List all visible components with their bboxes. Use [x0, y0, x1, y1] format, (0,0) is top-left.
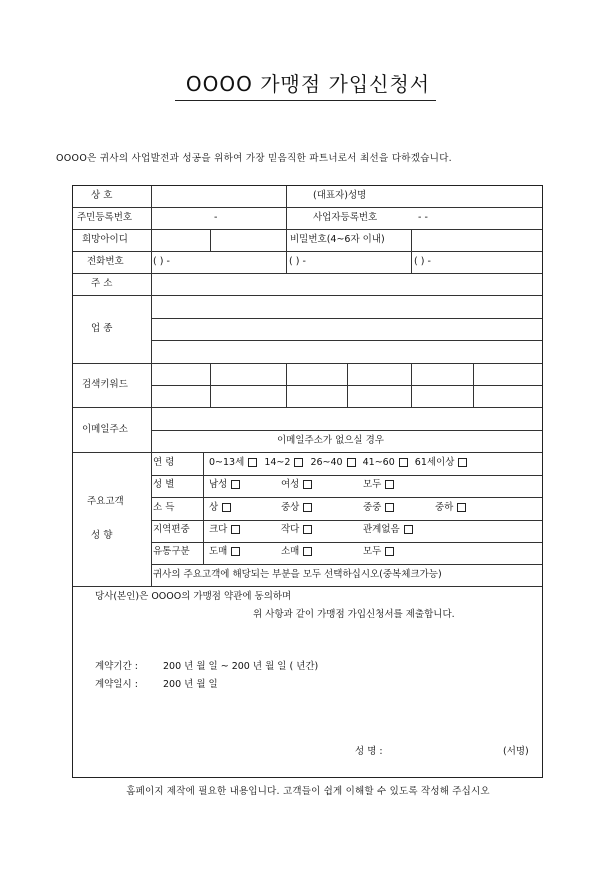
region-checkbox[interactable] [404, 525, 413, 534]
row-divider [73, 586, 542, 587]
row-divider [151, 564, 542, 565]
income-checkbox[interactable] [457, 503, 466, 512]
col-divider [210, 230, 211, 252]
tendency-label: 성 향 [91, 530, 113, 541]
representative-label: (대표자)성명 [313, 190, 367, 201]
col-divider [411, 230, 412, 252]
gender-option: 여성 [281, 479, 300, 490]
page-title: OOOO 가맹점 가입신청서 [185, 72, 431, 96]
col-divider [210, 363, 211, 408]
age-option: 0~13세 [209, 457, 245, 468]
signature-field[interactable]: (서명) [503, 746, 529, 757]
col-divider [473, 363, 474, 408]
col-divider [286, 363, 287, 408]
row-divider [151, 542, 542, 543]
main-customers-label: 주요고객 [87, 496, 124, 507]
phone-label: 전화번호 [87, 256, 124, 267]
age-option: 14~2 [264, 457, 291, 468]
footer-note: 홈페이지 제작에 필요한 내용입니다. 고객들이 쉽게 이해할 수 있도록 작성해 주십시오 [126, 786, 490, 797]
age-option: 61세이상 [414, 457, 455, 468]
col-divider [286, 186, 287, 208]
contract-date-label: 계약일시 : [95, 679, 138, 690]
gender-checkbox[interactable] [303, 480, 312, 489]
address-label: 주 소 [91, 278, 113, 289]
age-options [209, 457, 467, 469]
col-divider [411, 363, 412, 408]
region-option: 작다 [281, 524, 300, 535]
gender-option: 남성 [209, 479, 228, 490]
col-divider [286, 252, 287, 274]
row-divider [73, 295, 542, 296]
col-divider [286, 208, 287, 230]
region-checkbox[interactable] [231, 525, 240, 534]
row-divider [73, 273, 542, 274]
distribution-checkbox[interactable] [385, 547, 394, 556]
row-divider [151, 318, 542, 319]
contract-date-value[interactable]: 200 년 월 일 [163, 679, 218, 690]
row-divider [73, 363, 542, 364]
desired-id-label: 희망아이디 [82, 234, 128, 245]
intro-text: OOOO은 귀사의 사업발전과 성공을 위하여 가장 믿음직한 파트너로서 최선을 다하겠습니다. [56, 153, 453, 164]
row-divider [151, 497, 542, 498]
row-divider [73, 407, 542, 408]
income-option: 중중 [363, 502, 382, 513]
resident-number-label: 주민등록번호 [77, 212, 133, 223]
col-divider [286, 230, 287, 252]
age-label: 연 령 [153, 457, 175, 468]
gender-label: 성 별 [153, 479, 175, 490]
email-note: 이메일주소가 없으실 경우 [277, 435, 384, 446]
shangho-label: 상 호 [91, 190, 113, 201]
distribution-checkbox[interactable] [303, 547, 312, 556]
income-option: 중상 [281, 502, 300, 513]
region-option: 크다 [209, 524, 228, 535]
gender-checkbox[interactable] [385, 480, 394, 489]
region-checkbox[interactable] [303, 525, 312, 534]
income-checkbox[interactable] [385, 503, 394, 512]
row-divider [73, 229, 542, 230]
row-divider [73, 251, 542, 252]
business-number-label: 사업자등록번호 [313, 212, 378, 223]
title-underline [175, 100, 436, 101]
age-checkbox[interactable] [248, 458, 257, 467]
region-option: 관계없음 [363, 524, 400, 535]
age-checkbox[interactable] [294, 458, 303, 467]
phone-field-1[interactable]: ( ) - [153, 256, 170, 267]
agreement-line-2: 위 사항과 같이 가맹점 가입신청서를 제출합니다. [253, 609, 455, 620]
distribution-option: 도매 [209, 546, 228, 557]
password-label: 비밀번호(4~6자 이내) [290, 234, 385, 245]
application-form [72, 185, 543, 778]
col-divider [203, 452, 204, 564]
age-checkbox[interactable] [399, 458, 408, 467]
gender-option: 모두 [363, 479, 382, 490]
distribution-option: 모두 [363, 546, 382, 557]
age-checkbox[interactable] [458, 458, 467, 467]
phone-field-2[interactable]: ( ) - [289, 256, 306, 267]
business-type-label: 업 종 [91, 323, 113, 334]
col-divider [411, 252, 412, 274]
row-divider [151, 475, 542, 476]
age-option: 41~60 [362, 457, 395, 468]
region-label: 지역편중 [153, 524, 190, 535]
phone-field-3[interactable]: ( ) - [414, 256, 431, 267]
income-checkbox[interactable] [303, 503, 312, 512]
gender-checkbox[interactable] [231, 480, 240, 489]
contract-period-label: 계약기간 : [95, 661, 138, 672]
income-option: 중하 [435, 502, 454, 513]
keyword-label: 검색키워드 [82, 379, 128, 390]
row-divider [151, 430, 542, 431]
col-divider [151, 186, 152, 586]
row-divider [73, 207, 542, 208]
distribution-checkbox[interactable] [231, 547, 240, 556]
row-divider [151, 520, 542, 521]
customers-note: 귀사의 주요고객에 해당되는 부분을 모두 선택하십시오(중복체크가능) [153, 569, 442, 580]
email-label: 이메일주소 [82, 424, 128, 435]
age-option: 26~40 [310, 457, 343, 468]
resident-number-value[interactable]: - [214, 212, 218, 223]
signature-label: 성 명 : [355, 746, 383, 757]
agreement-line-1: 당사(본인)은 OOOO의 가맹점 약관에 동의하며 [95, 591, 292, 602]
contract-period-value[interactable]: 200 년 월 일 ~ 200 년 월 일 ( 년간) [163, 661, 319, 672]
income-label: 소 득 [153, 502, 175, 513]
col-divider [347, 363, 348, 408]
income-checkbox[interactable] [222, 503, 231, 512]
row-divider [73, 452, 542, 453]
row-divider [151, 340, 542, 341]
age-checkbox[interactable] [347, 458, 356, 467]
distribution-option: 소매 [281, 546, 300, 557]
business-number-value[interactable]: - - [418, 212, 428, 223]
income-option: 상 [209, 502, 219, 513]
distribution-label: 유통구분 [153, 546, 190, 557]
